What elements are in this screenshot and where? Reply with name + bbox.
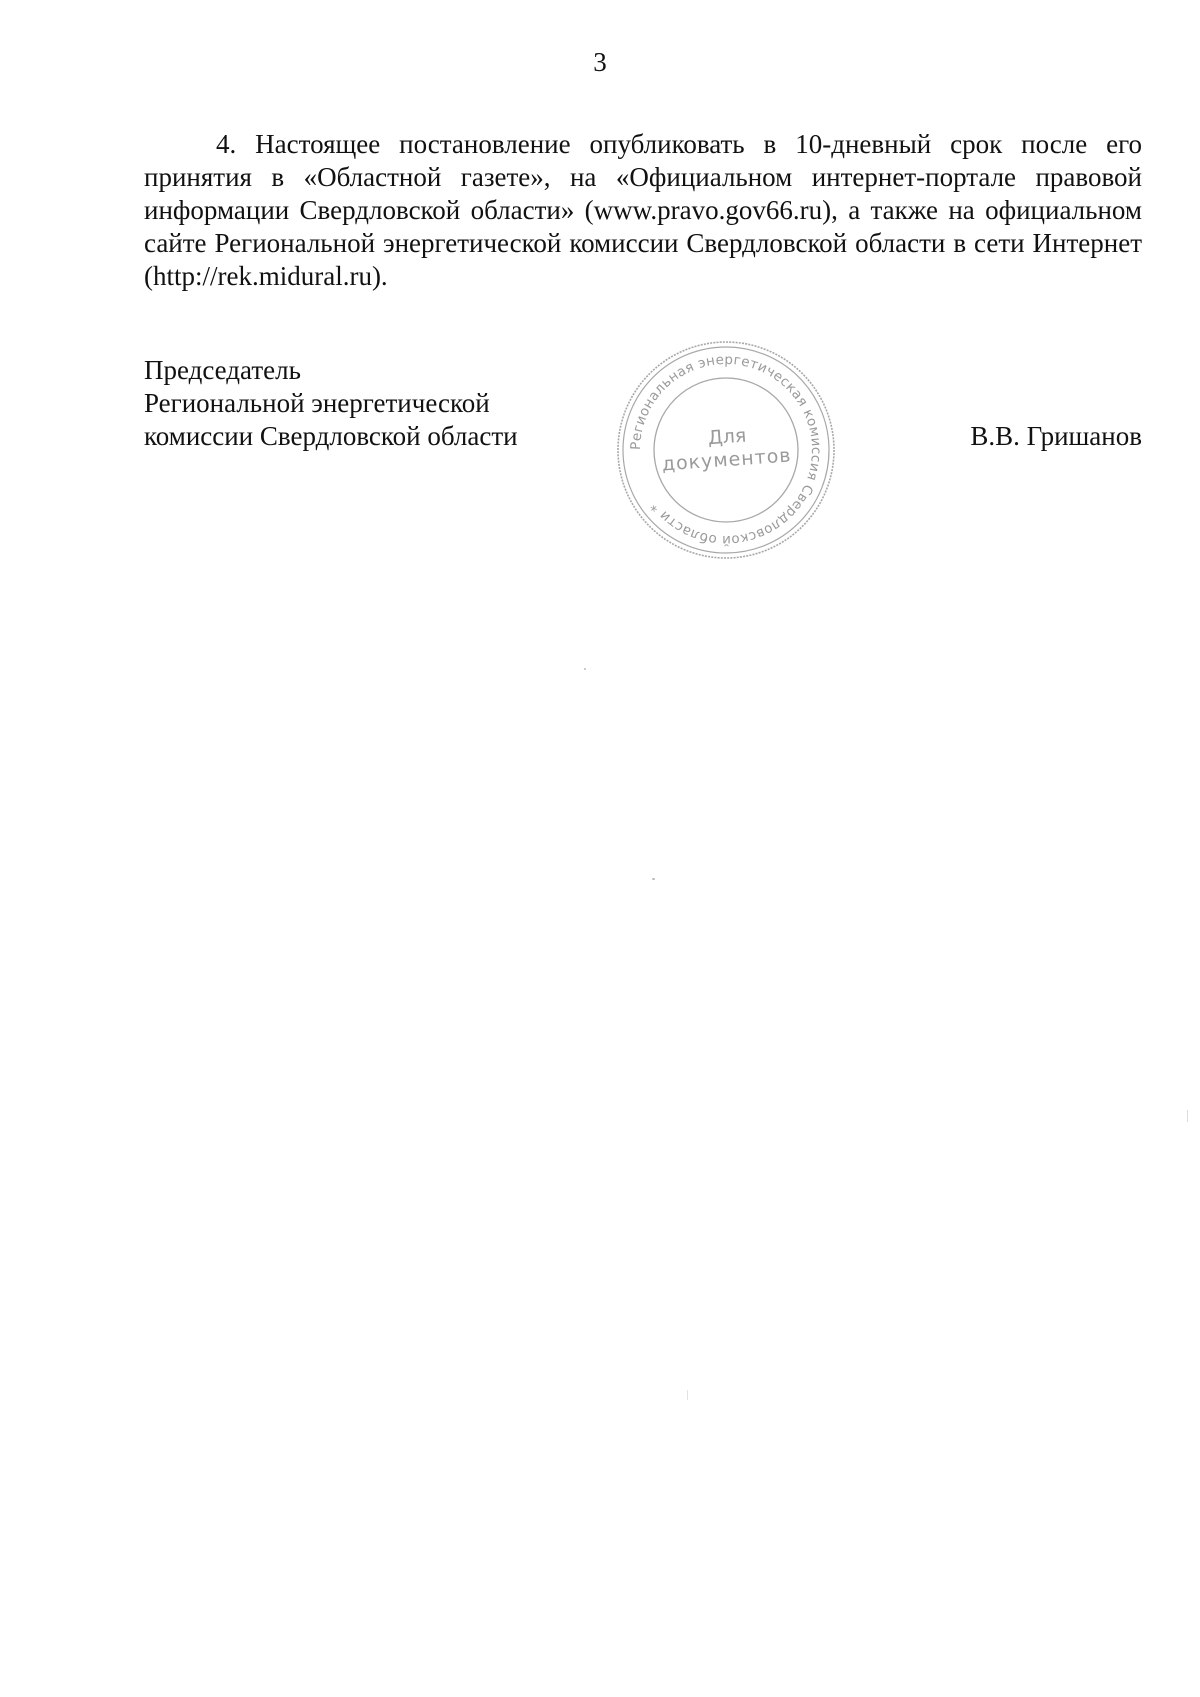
- signer-title-line: Региональной энергетической: [144, 388, 490, 418]
- scan-speck: [652, 878, 655, 880]
- stamp-center-line1: Для: [707, 424, 748, 450]
- official-stamp-seal: [611, 335, 841, 565]
- signer-name: В.В. Гришанов: [970, 421, 1142, 451]
- scan-speck: [687, 1390, 688, 1400]
- scan-speck: [584, 668, 586, 670]
- page-number: 3: [593, 47, 607, 77]
- stamp-center-line2: документов: [661, 444, 793, 476]
- signer-title-block: [144, 354, 604, 453]
- stamp-ring-text: Региональная энергетическая комиссия Свердловской области *: [627, 351, 825, 549]
- signer-title-line: Председатель: [144, 355, 301, 385]
- body-paragraph: 4. Настоящее постановление опубликовать в 10-дневный срок после его принятия в «Областной газете», на «Официальном интернет-портале правовой информации Свердловской области» (www.pravo.gov66.ru), а также на официальном сайте Региональной энергетической комиссии Свердловской области в сети Интернет (http://rek.midural.ru).: [144, 129, 1142, 291]
- signer-title-line: комиссии Свердловской области: [144, 421, 518, 451]
- scan-speck: [1187, 1110, 1188, 1122]
